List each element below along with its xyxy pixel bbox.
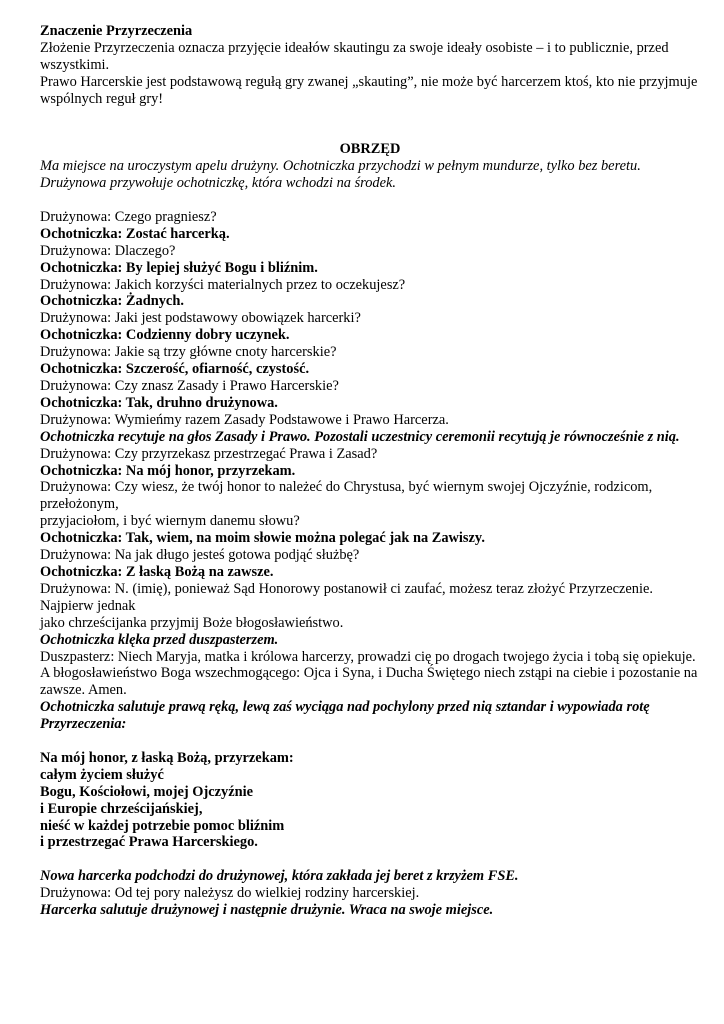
dialogue-line: Drużynowa: Czy znasz Zasady i Prawo Harcerskie?: [40, 378, 339, 394]
oath-text: [40, 750, 700, 851]
spacer: [40, 733, 700, 750]
oath-line: Bogu, Kościołowi, mojej Ojczyźnie: [40, 783, 254, 800]
dialogue-line: A błogosławieństwo Boga wszechmogącego: Ojca i Syna, i Ducha Świętego niech zstąpi na ciebie i pozostanie na zawsze. Amen.: [40, 665, 698, 699]
section-paragraph-1: Złożenie Przyrzeczenia oznacza przyjęcie ideałów skautingu za swoje ideały osobiste – i to publicznie, przed wszystkimi.: [40, 39, 669, 73]
dialogue-line: Duszpasterz: Niech Maryja, matka i królowa harcerzy, prowadzi cię po drogach twojego życia i tobą się opiekuje.: [40, 648, 696, 665]
stage-direction: Nowa harcerka podchodzi do drużynowej, która zakłada jej beret z krzyżem FSE.: [40, 868, 519, 885]
dialogue-line: Ochotniczka: Tak, wiem, na moim słowie można polegać jak na Zawiszy.: [40, 530, 485, 547]
section-paragraph-2: Prawo Harcerskie jest podstawową regułą gry zwanej „skauting”, nie może być harcerzem ktoś, kto nie przyjmuje wspólnych reguł gry!: [40, 73, 698, 107]
spacer: [40, 192, 700, 209]
dialogue-line: Drużynowa: Wymieńmy razem Zasady Podstawowe i Prawo Harcerza.: [40, 411, 449, 428]
oath-line: całym życiem służyć: [40, 766, 164, 783]
dialogue-line: jako chrześcijanka przyjmij Boże błogosławieństwo.: [40, 614, 344, 631]
dialogue-line: Drużynowa: Od tej pory należysz do wielkiej rodziny harcerskiej.: [40, 885, 420, 902]
dialogue-line: Ochotniczka: Codzienny dobry uczynek.: [40, 327, 290, 344]
oath-line: i Europie chrześcijańskiej,: [40, 800, 203, 817]
dialogue-line: Ochotniczka: By lepiej służyć Bogu i bliźnim.: [40, 259, 318, 276]
section-title: Znaczenie Przyrzeczenia: [40, 23, 193, 39]
dialogue-line: Ochotniczka: Szczerość, ofiarność, czystość.: [40, 361, 310, 378]
dialogue-line: Drużynowa: Dlaczego?: [40, 242, 176, 259]
dialogue: [40, 209, 700, 733]
closing: [40, 868, 700, 919]
dialogue-line: Drużynowa: Jakich korzyści materialnych przez to oczekujesz?: [40, 276, 406, 293]
stage-direction: Ochotniczka salutuje prawą ręką, lewą zaś wyciąga nad pochylony przed nią sztandar i wypowiada rotę Przyrzeczenia:: [40, 699, 650, 733]
dialogue-line: Drużynowa: Na jak długo jesteś gotowa podjąć służbę?: [40, 547, 360, 564]
stage-direction: Harcerka salutuje drużynowej i następnie drużynie. Wraca na swoje miejsce.: [40, 902, 494, 919]
dialogue-line: Drużynowa: Jakie są trzy główne cnoty harcerskie?: [40, 344, 337, 361]
stage-direction: Ochotniczka klęka przed duszpasterzem.: [40, 631, 279, 648]
spacer: [40, 108, 700, 142]
stage-direction: Ochotniczka recytuje na głos Zasady i Prawo. Pozostali uczestnicy ceremonii recytują je równocześnie z nią.: [40, 428, 680, 445]
oath-line: i przestrzegać Prawa Harcerskiego.: [40, 834, 258, 851]
spacer: [40, 851, 700, 868]
dialogue-line: Drużynowa: Czy przyrzekasz przestrzegać Prawa i Zasad?: [40, 445, 378, 462]
dialogue-line: Ochotniczka: Z łaską Bożą na zawsze.: [40, 563, 274, 580]
dialogue-line: Drużynowa: Czy wiesz, że twój honor to należeć do Chrystusa, być wiernym swojej Ojczyźnie, rodzicom, przełożonym,: [40, 479, 653, 513]
document-page: [40, 23, 700, 919]
rite-title: OBRZĘD: [339, 141, 401, 158]
dialogue-line: Drużynowa: Jaki jest podstawowy obowiązek harcerki?: [40, 310, 361, 327]
dialogue-line: Ochotniczka: Zostać harcerką.: [40, 225, 230, 242]
dialogue-line: Ochotniczka: Na mój honor, przyrzekam.: [40, 462, 296, 479]
oath-line: Na mój honor, z łaską Bożą, przyrzekam:: [40, 749, 294, 766]
rite-intro: Ma miejsce na uroczystym apelu drużyny. Ochotniczka przychodzi w pełnym mundurze, tylko bez beretu. Drużynowa przywołuje ochotniczkę, która wchodzi na środek.: [40, 158, 641, 192]
oath-line: nieść w każdej potrzebie pomoc bliźnim: [40, 817, 285, 834]
dialogue-line: Ochotniczka: Żadnych.: [40, 293, 184, 310]
dialogue-line: Drużynowa: Czego pragniesz?: [40, 208, 217, 225]
dialogue-line: Ochotniczka: Tak, druhno drużynowa.: [40, 394, 278, 411]
dialogue-line: Drużynowa: N. (imię), ponieważ Sąd Honorowy postanowił ci zaufać, możesz teraz złożyć Przyrzeczenie. Najpierw jednak: [40, 580, 653, 614]
dialogue-line: przyjaciołom, i być wiernym danemu słowu?: [40, 513, 300, 530]
